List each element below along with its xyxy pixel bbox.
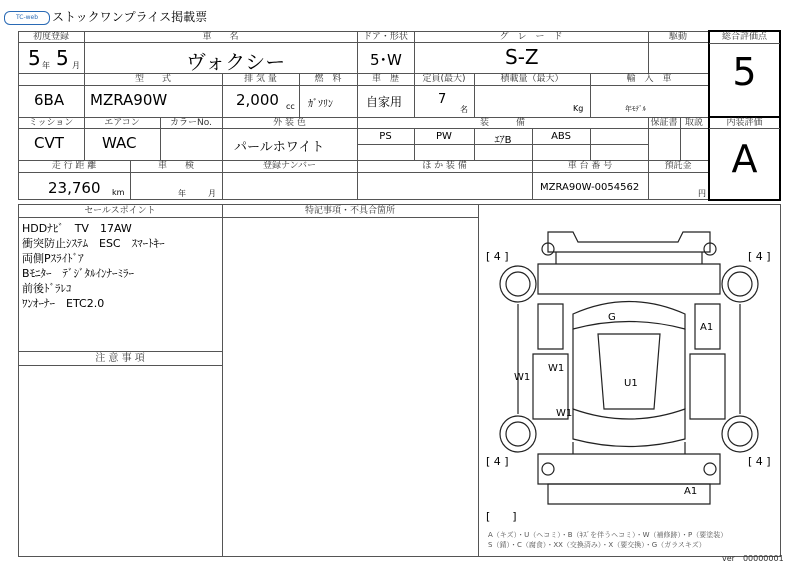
sales-point-item: 衝突防止ｼｽﾃﾑ ESC ｽﾏｰﾄｷｰ xyxy=(22,237,165,250)
label-reg-number: 登録ナンバー xyxy=(263,161,316,171)
label-fuel: 燃 料 xyxy=(314,74,342,84)
label-model: 型 式 xyxy=(134,74,171,84)
tire-front-left-score: [ 4 ] xyxy=(486,250,509,263)
label-displacement: 排 気 量 xyxy=(244,74,277,84)
vin-value: MZRA90W-0054562 xyxy=(540,182,640,193)
damage-mark: U1 xyxy=(624,378,638,389)
model-value: MZRA90W xyxy=(90,91,168,109)
label-grade: グ レ ー ド xyxy=(499,32,563,42)
label-equipment: 装 備 xyxy=(479,118,525,128)
label-cautions: 注 意 事 項 xyxy=(95,353,145,364)
label-first-reg: 初度登録 xyxy=(32,32,69,42)
deposit-unit: 円 xyxy=(698,189,706,198)
aircon-value: WAC xyxy=(102,134,137,152)
label-vin: 車 台 番 号 xyxy=(567,161,613,171)
logo xyxy=(4,11,50,25)
damage-legend xyxy=(488,530,778,550)
label-import: 輸 入 車 xyxy=(626,74,672,84)
sales-point-item: HDDﾅﾋﾞ TV 17AW xyxy=(22,222,132,235)
damage-mark: W1 xyxy=(514,372,531,383)
car-name-value: ヴォクシー xyxy=(186,50,286,74)
label-door-type: ドア・形状 xyxy=(363,32,408,42)
load-unit: Kg xyxy=(573,104,584,113)
tire-rear-left-score: [ 4 ] xyxy=(486,455,509,468)
sales-point-item: 両側Pｽﾗｲﾄﾞｱ xyxy=(22,252,84,265)
form-title: ストックワンプライス掲載票 xyxy=(52,10,208,24)
sales-point-item: Bﾓﾆﾀｰ ﾃﾞｼﾞﾀﾙｲﾝﾅｰﾐﾗｰ xyxy=(22,267,135,280)
capacity-value: 7 xyxy=(438,92,447,107)
door-type-value: 5･W xyxy=(370,51,402,69)
equip-pw: PW xyxy=(436,131,452,142)
damage-mark: G xyxy=(608,312,616,323)
label-deposit: 預託金 xyxy=(664,161,692,171)
label-aircon: エアコン xyxy=(104,118,140,128)
label-sales-points: セールスポイント xyxy=(84,206,156,216)
equip-abs: ABS xyxy=(551,131,571,142)
displacement-unit: cc xyxy=(286,102,295,111)
label-warranty: 保証書 xyxy=(650,118,678,128)
mission-value: CVT xyxy=(34,134,64,152)
sales-points-list xyxy=(22,221,220,311)
label-drive: 駆動 xyxy=(668,32,687,42)
label-mission: ミッション xyxy=(28,118,74,128)
damage-legend-line: S（錆）・C（腐食）・XX（交換済み）・X（要交換）・G（ガラスキズ） xyxy=(488,541,706,549)
label-other-equipment: ほ か 装 備 xyxy=(422,161,467,171)
displacement-value: 2,000 xyxy=(236,91,279,109)
inspection-year-unit: 年 xyxy=(178,189,186,198)
history-value: 自家用 xyxy=(366,95,403,109)
label-interior-score: 内装評価 xyxy=(726,118,763,128)
label-car-name: 車 名 xyxy=(202,32,239,42)
mileage-value: 23,760 xyxy=(48,179,101,197)
fuel-value: ｶﾞｿﾘﾝ xyxy=(308,99,333,110)
damage-mark: A1 xyxy=(700,322,714,333)
label-overall-score: 総合評価点 xyxy=(721,32,767,42)
reg-month: 5 xyxy=(56,46,69,70)
interior-score-value: A xyxy=(731,137,758,181)
mileage-unit: km xyxy=(112,188,125,197)
overall-score-value: 5 xyxy=(732,50,757,94)
damage-mark: A1 xyxy=(684,486,698,497)
equip-ps: PS xyxy=(379,131,392,142)
reg-year-unit: 年 xyxy=(42,61,50,70)
spare-tire-bracket: [ ] xyxy=(486,510,517,523)
reg-month-unit: 月 xyxy=(72,61,80,70)
tire-front-right-score: [ 4 ] xyxy=(748,250,771,263)
exterior-color-value: パールホワイト xyxy=(234,140,325,155)
label-exterior-color: 外 装 色 xyxy=(273,118,306,128)
import-year-label: 年ﾓﾃﾞﾙ xyxy=(625,105,646,113)
inspection-month-unit: 月 xyxy=(208,189,216,198)
damage-mark: W1 xyxy=(548,363,565,374)
equip-airbag: ｴｱB xyxy=(494,135,512,146)
reg-year: 5 xyxy=(28,46,41,70)
label-load: 積載量（最大） xyxy=(500,74,564,84)
label-manual: 取説 xyxy=(684,118,703,128)
tire-rear-right-score: [ 4 ] xyxy=(748,455,771,468)
label-mileage: 走 行 距 離 xyxy=(51,161,97,171)
damage-legend-line: A（キズ）・U（ヘコミ）・B（ｷｽﾞを伴うヘコミ）・W（補修跡）・P（要塗装） xyxy=(488,531,728,539)
damage-mark: W1 xyxy=(556,408,573,419)
label-capacity: 定員(最大) xyxy=(422,74,466,84)
sales-point-item: ﾜﾝｵｰﾅｰ ETC2.0 xyxy=(22,297,105,310)
label-history: 車 歴 xyxy=(371,74,399,84)
version-number: ver 00000001 xyxy=(722,554,784,563)
grade-value: S-Z xyxy=(505,45,539,69)
label-color-no: カラーNo. xyxy=(170,118,212,128)
capacity-unit: 名 xyxy=(460,105,468,114)
reg-date xyxy=(22,44,84,72)
label-special-notes: 特記事項・不具合箇所 xyxy=(304,206,395,216)
sales-point-item: 前後ﾄﾞﾗﾚｺ xyxy=(22,282,72,295)
logo-text: TC-web xyxy=(15,14,39,21)
label-inspection: 車 検 xyxy=(157,161,194,171)
model-prefix-value: 6BA xyxy=(34,91,65,109)
